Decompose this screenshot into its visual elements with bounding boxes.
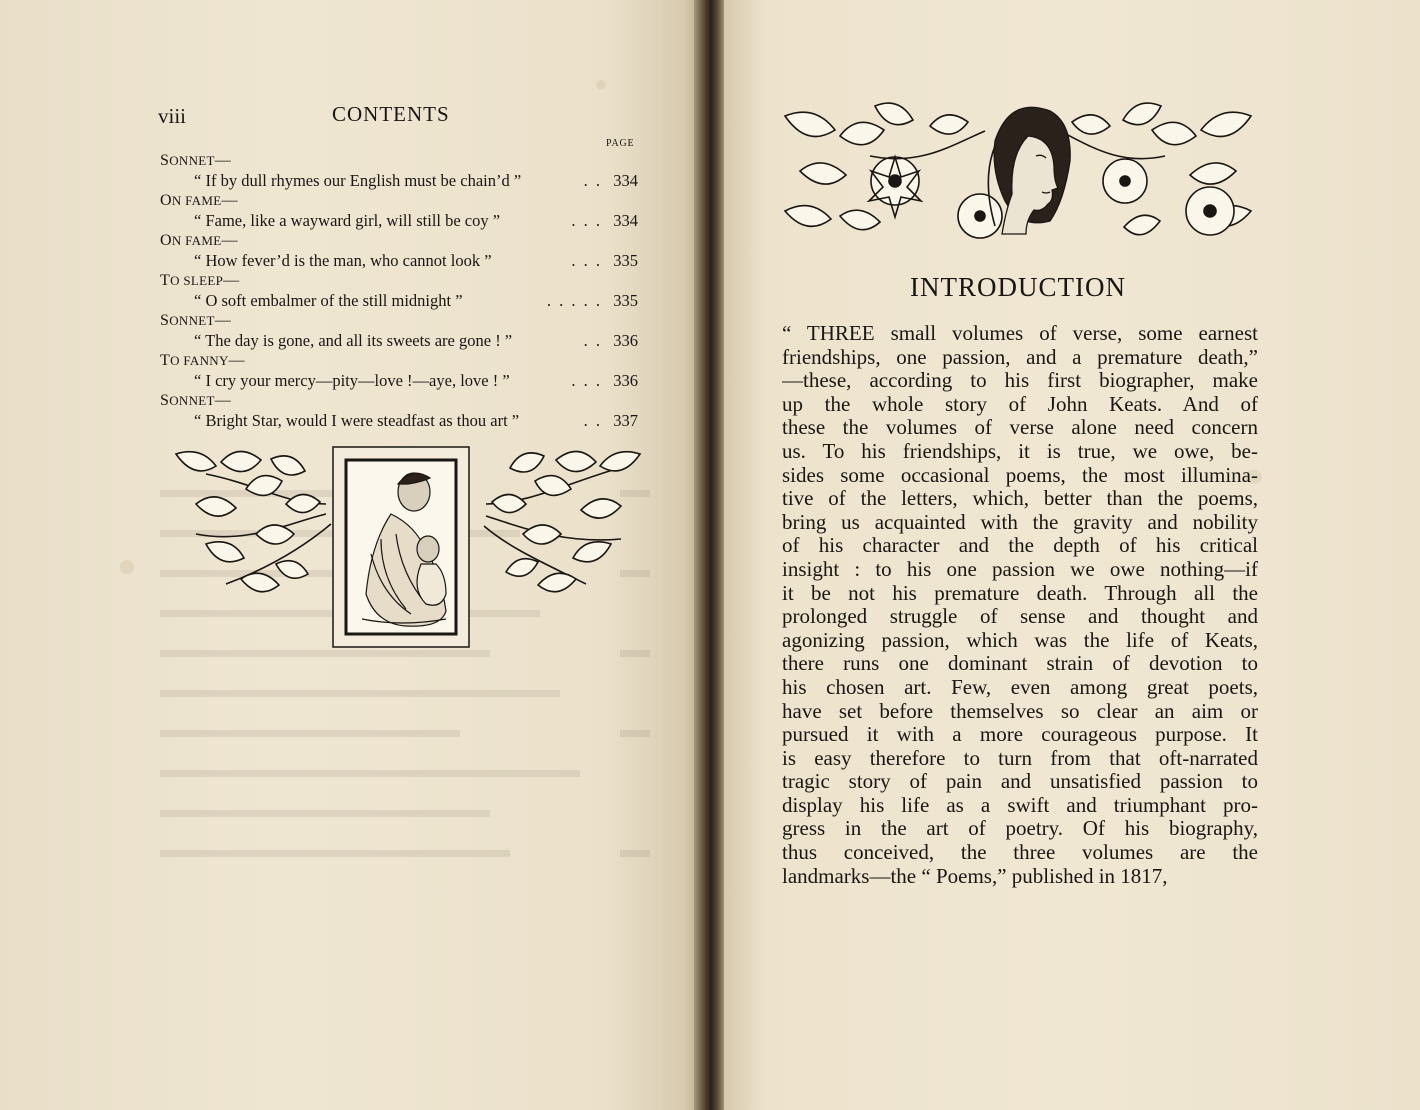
body-line: tive of the letters, which, better than the poems, [782,487,1258,511]
entry-page-number: 335 [613,291,638,310]
contents-entry [160,352,638,392]
heading-rest: O SLEEP [170,273,224,288]
entry-quote: “ How fever’d is the man, who cannot look ” [194,251,492,270]
heading-dash: — [214,312,232,329]
body-line: it be not his premature death. Through all the [782,581,1258,605]
entry-leader-dots: . . [583,331,602,350]
entry-line [160,410,638,432]
body-line: bring us acquainted with the gravity and nobility [782,510,1258,534]
entry-heading [160,192,638,210]
entry-quote: “ I cry your mercy—pity—love !—aye, love ! ” [194,371,510,390]
body-line: friendships, one passion, and a premature death,” [782,345,1258,369]
contents-entry [160,152,638,192]
entry-heading [160,272,638,290]
contents-entry [160,232,638,272]
body-line: gress in the art of poetry. Of his biography, [782,817,1258,841]
entry-heading [160,232,638,250]
heading-dash: — [214,152,232,169]
heading-dash: — [221,232,238,249]
entry-quote: “ O soft embalmer of the still midnight ” [194,291,463,310]
body-line: agonizing passion, which was the life of Keats, [782,628,1258,652]
body-line: up the whole story of John Keats. And of [782,392,1258,416]
book-gutter [694,0,728,1110]
body-line: there runs one dominant strain of devotion to [782,652,1258,676]
entry-line [160,290,638,312]
mother-and-child-vignette [166,444,650,654]
body-line: tragic story of pain and unsatisfied passion to [782,770,1258,794]
entry-heading [160,152,638,170]
entry-leader-dots: . . . [571,211,602,230]
entry-line [160,250,638,272]
heading-initial: S [160,152,170,169]
entry-line [160,170,638,192]
heading-rest: N FAME [171,233,222,248]
entry-leader-dots: . . . [571,251,602,270]
contents-title: CONTENTS [332,102,450,126]
heading-initial: O [160,192,172,209]
body-line: us. To his friendships, it is true, we owe, be- [782,439,1258,463]
introduction-body [782,322,1258,888]
heading-initial: O [160,232,172,249]
entry-page-number: 334 [613,211,638,230]
heading-rest: ONNET [169,153,215,168]
contents-entry [160,312,638,352]
heading-dash: — [214,392,232,409]
entry-quote: “ If by dull rhymes our English must be chain’d ” [194,171,522,190]
entry-line [160,210,638,232]
body-line: his chosen art. Few, even among great poets, [782,675,1258,699]
contents-entry [160,272,638,312]
paper-spot [596,80,606,90]
entry-line [160,330,638,352]
entry-page-number: 335 [613,251,638,270]
heading-dash: — [221,192,238,209]
body-line: of his character and the depth of his critical [782,534,1258,558]
body-line: landmarks—the “ Poems,” published in 1817, [782,864,1168,888]
body-line: insight : to his one passion we owe nothing—if [782,557,1258,581]
entry-leader-dots: . . . . . [546,291,602,310]
body-line: pursued it with a more courageous purpose. It [782,723,1258,747]
entry-quote: “ Bright Star, would I were steadfast as thou art ” [194,411,520,430]
entry-quote: “ Fame, like a wayward girl, will still be coy ” [194,211,501,230]
entry-quote: “ The day is gone, and all its sweets are gone ! ” [194,331,513,350]
page-column-label: PAGE [606,138,635,149]
entry-page-number: 337 [613,411,638,430]
heading-dash: — [223,272,240,289]
entry-leader-dots: . . . [571,371,602,390]
body-line: —these, according to his first biographer, make [782,369,1258,393]
contents-entry [160,392,638,432]
entry-leader-dots: . . [583,171,602,190]
body-line: thus conceived, the three volumes are the [782,841,1258,865]
heading-dash: — [228,352,245,369]
woman-with-roses-headpiece [780,96,1256,244]
contents-entry [160,192,638,232]
heading-initial: S [160,392,170,409]
entry-page-number: 336 [613,371,638,390]
heading-rest: ONNET [169,393,215,408]
body-line: have set before themselves so clear an aim or [782,699,1258,723]
heading-initial: T [160,352,171,369]
heading-rest: O FANNY [170,353,229,368]
paper-spot [120,560,134,574]
body-line: is easy therefore to turn from that oft-narrated [782,746,1258,770]
heading-rest: N FAME [171,193,222,208]
page-number: viii [158,104,187,128]
heading-initial: T [160,272,171,289]
body-line: prolonged struggle of sense and thought and [782,605,1258,629]
body-line: display his life as a swift and triumphant pro- [782,793,1258,817]
entry-line [160,370,638,392]
entry-heading [160,392,638,410]
body-line: sides some occasional poems, the most illumina- [782,463,1258,487]
body-line: “ THREE small volumes of verse, some earnest [782,322,1258,345]
heading-initial: S [160,312,170,329]
heading-rest: ONNET [169,313,215,328]
entry-heading [160,352,638,370]
entry-leader-dots: . . [583,411,602,430]
body-line: these the volumes of verse alone need concern [782,416,1258,440]
entry-heading [160,312,638,330]
entry-page-number: 334 [613,171,638,190]
entry-page-number: 336 [613,331,638,350]
introduction-title: INTRODUCTION [910,272,1126,302]
